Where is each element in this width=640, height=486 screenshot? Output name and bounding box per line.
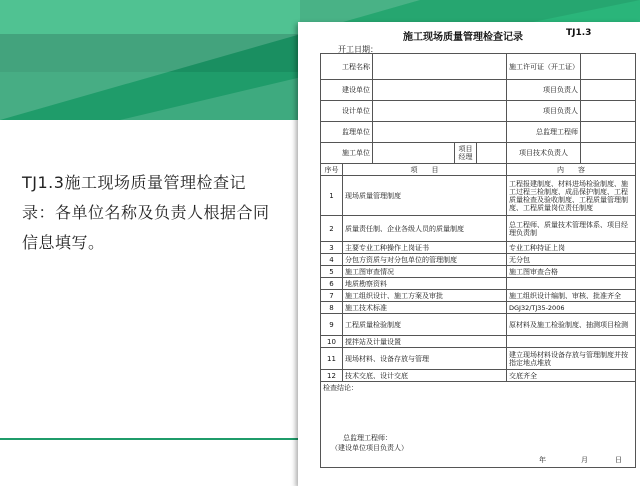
- row-item: 主要专业工种操作上岗证书: [343, 242, 507, 254]
- table-row: [321, 242, 636, 254]
- row-no: 6: [321, 278, 343, 290]
- table-row: [321, 278, 636, 290]
- divider-line: [0, 438, 298, 440]
- form-title: 施工现场质量管理检查记录: [403, 32, 523, 43]
- project-manager-label: 项目经理: [455, 143, 477, 164]
- caption-line: 信息填写。: [22, 233, 105, 252]
- row-no: 3: [321, 242, 343, 254]
- slide-caption: [22, 168, 307, 258]
- row-no: 2: [321, 216, 343, 242]
- col-header-no: 序号: [321, 164, 343, 176]
- row-no: 12: [321, 370, 343, 382]
- table-row: [321, 370, 636, 382]
- date-month: 月: [581, 456, 588, 464]
- design-value: [373, 101, 507, 122]
- project-name-value: [373, 54, 507, 80]
- table-row: [321, 254, 636, 266]
- chief-supervisor-label: 总监理工程师: [507, 122, 581, 143]
- design-label: 设计单位: [321, 101, 373, 122]
- owner-lead-value: [581, 80, 636, 101]
- tech-lead-label: 项目技术负责人: [507, 143, 581, 164]
- supervisor-value: [373, 122, 507, 143]
- caption-line: 录：各单位名称及负责人根据合同: [22, 203, 270, 222]
- row-no: 7: [321, 290, 343, 302]
- owner-lead-label: 项目负责人: [507, 80, 581, 101]
- table-row: [321, 336, 636, 348]
- col-header-item: 项 目: [343, 164, 507, 176]
- table-row: [321, 143, 636, 164]
- owner-value: [373, 80, 507, 101]
- row-item: 现场质量管理制度: [343, 176, 507, 216]
- table-row: [321, 314, 636, 336]
- contractor-label: 施工单位: [321, 143, 373, 164]
- supervisor-label: 监理单位: [321, 122, 373, 143]
- design-lead-label: 项目负责人: [507, 101, 581, 122]
- row-content: 原材料及施工检验制度、抽测项目检测: [507, 314, 636, 336]
- row-no: 5: [321, 266, 343, 278]
- row-content: 建立现场材料设备存放与管理制度并按指定地点堆放: [507, 348, 636, 370]
- table-row: [321, 54, 636, 80]
- form-code: TJ1.3: [566, 28, 592, 38]
- table-row: [321, 290, 636, 302]
- row-no: 11: [321, 348, 343, 370]
- row-no: 10: [321, 336, 343, 348]
- row-no: 4: [321, 254, 343, 266]
- signer-subtitle: （建设单位项目负责人）: [331, 444, 408, 452]
- permit-label: 施工许可证（开工证）: [507, 54, 581, 80]
- table-row: [321, 348, 636, 370]
- contractor-value: [373, 143, 455, 164]
- row-item: 分包方资质与对分包单位的管理制度: [343, 254, 507, 266]
- table-row: [321, 122, 636, 143]
- row-item: 现场材料、设备存放与管理: [343, 348, 507, 370]
- table-row: [321, 216, 636, 242]
- row-content: 工程报建制度、材料进场检验制度、施工过程三检制度、成品保护制度、工程质量检查及验收制度、工程质量管理制度、工程质量岗位责任制度: [507, 176, 636, 216]
- project-name-label: 工程名称: [321, 54, 373, 80]
- row-item: 技术交底、设计交底: [343, 370, 507, 382]
- table-row: [321, 266, 636, 278]
- table-row: [321, 302, 636, 314]
- row-no: 8: [321, 302, 343, 314]
- caption-line: TJ1.3施工现场质量管理检查记: [22, 173, 246, 192]
- row-no: 9: [321, 314, 343, 336]
- conclusion-cell: [321, 382, 636, 468]
- row-content: DGJ32/TJ35-2006: [507, 302, 636, 314]
- row-content: 施工组织设计编制、审核、批准齐全: [507, 290, 636, 302]
- row-item: 搅拌站及计量设置: [343, 336, 507, 348]
- row-content: 施工图审查合格: [507, 266, 636, 278]
- row-item: 地质勘察资料: [343, 278, 507, 290]
- table-row: [321, 101, 636, 122]
- project-manager-value: [477, 143, 507, 164]
- table-row: [321, 176, 636, 216]
- row-item: 施工技术标准: [343, 302, 507, 314]
- row-item: 施工图审查情况: [343, 266, 507, 278]
- row-content: [507, 336, 636, 348]
- owner-label: 建设单位: [321, 80, 373, 101]
- date-day: 日: [615, 456, 622, 464]
- start-date-label: 开工日期：: [338, 45, 378, 54]
- row-item: 施工组织设计、施工方案及审批: [343, 290, 507, 302]
- design-lead-value: [581, 101, 636, 122]
- row-content: 专业工种持证上岗: [507, 242, 636, 254]
- inspection-table: [320, 53, 636, 468]
- row-no: 1: [321, 176, 343, 216]
- table-row: [321, 382, 636, 468]
- permit-value: [581, 54, 636, 80]
- row-content: [507, 278, 636, 290]
- tech-lead-value: [581, 143, 636, 164]
- conclusion-label: 检查结论：: [323, 384, 358, 392]
- signer-title: 总监理工程师：: [343, 434, 392, 442]
- row-item: 工程质量检验制度: [343, 314, 507, 336]
- table-row: [321, 80, 636, 101]
- col-header-content: 内 容: [507, 164, 636, 176]
- row-content: 无分包: [507, 254, 636, 266]
- date-year: 年: [539, 456, 546, 464]
- table-row: [321, 164, 636, 176]
- row-content: 交底齐全: [507, 370, 636, 382]
- chief-supervisor-value: [581, 122, 636, 143]
- inspection-form-document: [298, 22, 640, 486]
- row-item: 质量责任制、企业各级人员的质量制度: [343, 216, 507, 242]
- row-content: 总工程师、质量技术管理体系、项目经理负责制: [507, 216, 636, 242]
